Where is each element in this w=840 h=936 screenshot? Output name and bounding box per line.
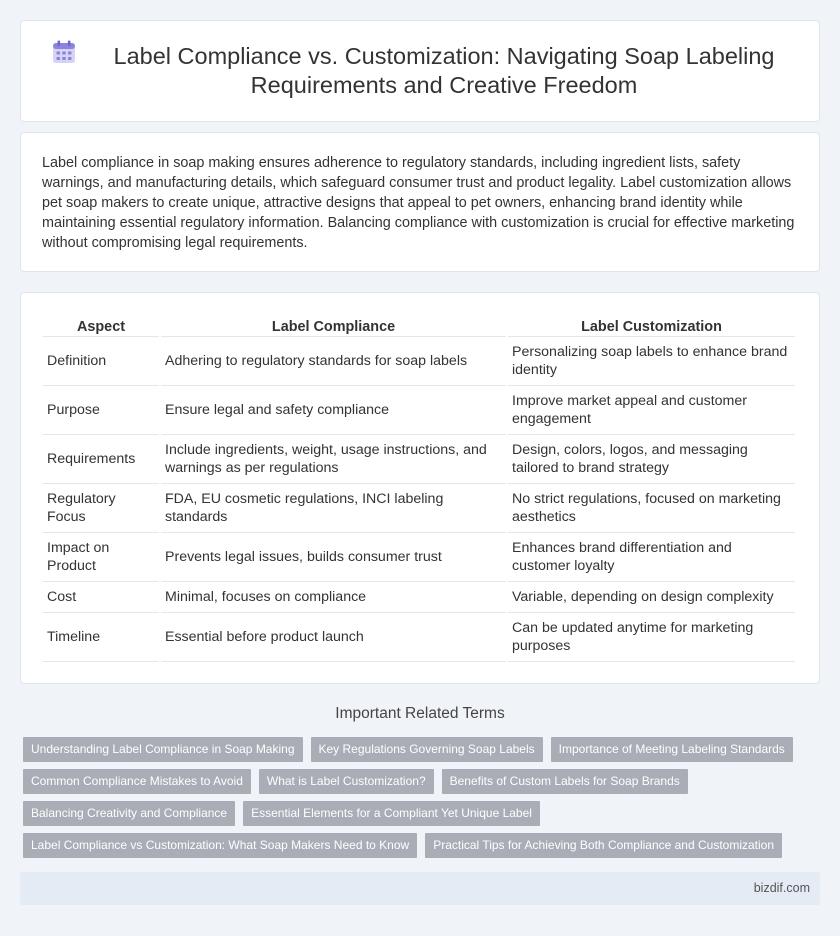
related-term-tag[interactable]: What is Label Customization? — [259, 769, 434, 794]
table-row — [43, 386, 795, 435]
table-cell-compliance: FDA, EU cosmetic regulations, INCI labeling standards — [161, 484, 506, 533]
footer-site-link[interactable]: bizdif.com — [753, 881, 810, 895]
table-cell-aspect: Impact on Product — [43, 533, 159, 582]
table-cell-aspect: Timeline — [43, 613, 159, 662]
table-row — [43, 582, 795, 613]
table-cell-compliance: Ensure legal and safety compliance — [161, 386, 506, 435]
related-term-tag[interactable]: Understanding Label Compliance in Soap Making — [23, 737, 303, 762]
table-cell-aspect: Requirements — [43, 435, 159, 484]
table-row — [43, 484, 795, 533]
related-terms-list — [23, 737, 813, 865]
table-cell-compliance: Essential before product launch — [161, 613, 506, 662]
related-term-tag[interactable]: Label Compliance vs Customization: What Soap Makers Need to Know — [23, 833, 417, 858]
comparison-table — [41, 313, 797, 662]
intro-card — [20, 132, 820, 272]
table-row — [43, 533, 795, 582]
related-term-tag[interactable]: Benefits of Custom Labels for Soap Brands — [442, 769, 688, 794]
column-header-aspect: Aspect — [43, 313, 159, 337]
table-cell-customization: Variable, depending on design complexity — [508, 582, 795, 613]
table-cell-customization: Design, colors, logos, and messaging tailored to brand strategy — [508, 435, 795, 484]
table-row — [43, 613, 795, 662]
column-header-customization: Label Customization — [508, 313, 795, 337]
calendar-icon — [51, 39, 77, 65]
table-cell-customization: Enhances brand differentiation and customer loyalty — [508, 533, 795, 582]
related-term-tag[interactable]: Key Regulations Governing Soap Labels — [311, 737, 543, 762]
table-cell-aspect: Cost — [43, 582, 159, 613]
related-term-tag[interactable]: Common Compliance Mistakes to Avoid — [23, 769, 251, 794]
table-cell-aspect: Definition — [43, 337, 159, 386]
column-header-compliance: Label Compliance — [161, 313, 506, 337]
related-terms-heading: Important Related Terms — [335, 705, 505, 722]
table-cell-compliance: Prevents legal issues, builds consumer trust — [161, 533, 506, 582]
table-cell-compliance: Minimal, focuses on compliance — [161, 582, 506, 613]
table-cell-customization: Improve market appeal and customer engagement — [508, 386, 795, 435]
footer — [20, 872, 820, 905]
page-title: Label Compliance vs. Customization: Navigating Soap Labeling Requirements and Creative Freedom — [113, 43, 775, 98]
table-header-row — [43, 313, 795, 337]
table-cell-aspect: Purpose — [43, 386, 159, 435]
table-cell-customization: Can be updated anytime for marketing purposes — [508, 613, 795, 662]
related-term-tag[interactable]: Importance of Meeting Labeling Standards — [551, 737, 793, 762]
table-row — [43, 337, 795, 386]
related-term-tag[interactable]: Essential Elements for a Compliant Yet Unique Label — [243, 801, 540, 826]
table-cell-compliance: Adhering to regulatory standards for soap labels — [161, 337, 506, 386]
related-term-tag[interactable]: Practical Tips for Achieving Both Compliance and Customization — [425, 833, 782, 858]
related-term-tag[interactable]: Balancing Creativity and Compliance — [23, 801, 235, 826]
table-cell-customization: No strict regulations, focused on marketing aesthetics — [508, 484, 795, 533]
title-card — [20, 20, 820, 122]
table-row — [43, 435, 795, 484]
table-cell-aspect: Regulatory Focus — [43, 484, 159, 533]
comparison-table-card — [20, 292, 820, 684]
table-cell-compliance: Include ingredients, weight, usage instructions, and warnings as per regulations — [161, 435, 506, 484]
table-cell-customization: Personalizing soap labels to enhance brand identity — [508, 337, 795, 386]
intro-paragraph: Label compliance in soap making ensures adherence to regulatory standards, including ingredient lists, safety warnings, and manufacturing details, which safeguard consumer trust and product legality. Label customization allows pet soap makers to create unique, attractive designs that appeal to pet owners, enhancing brand identity while maintaining essential regulatory information. Balancing compliance with customization is crucial for effective marketing without compromising legal requirements. — [42, 155, 795, 251]
